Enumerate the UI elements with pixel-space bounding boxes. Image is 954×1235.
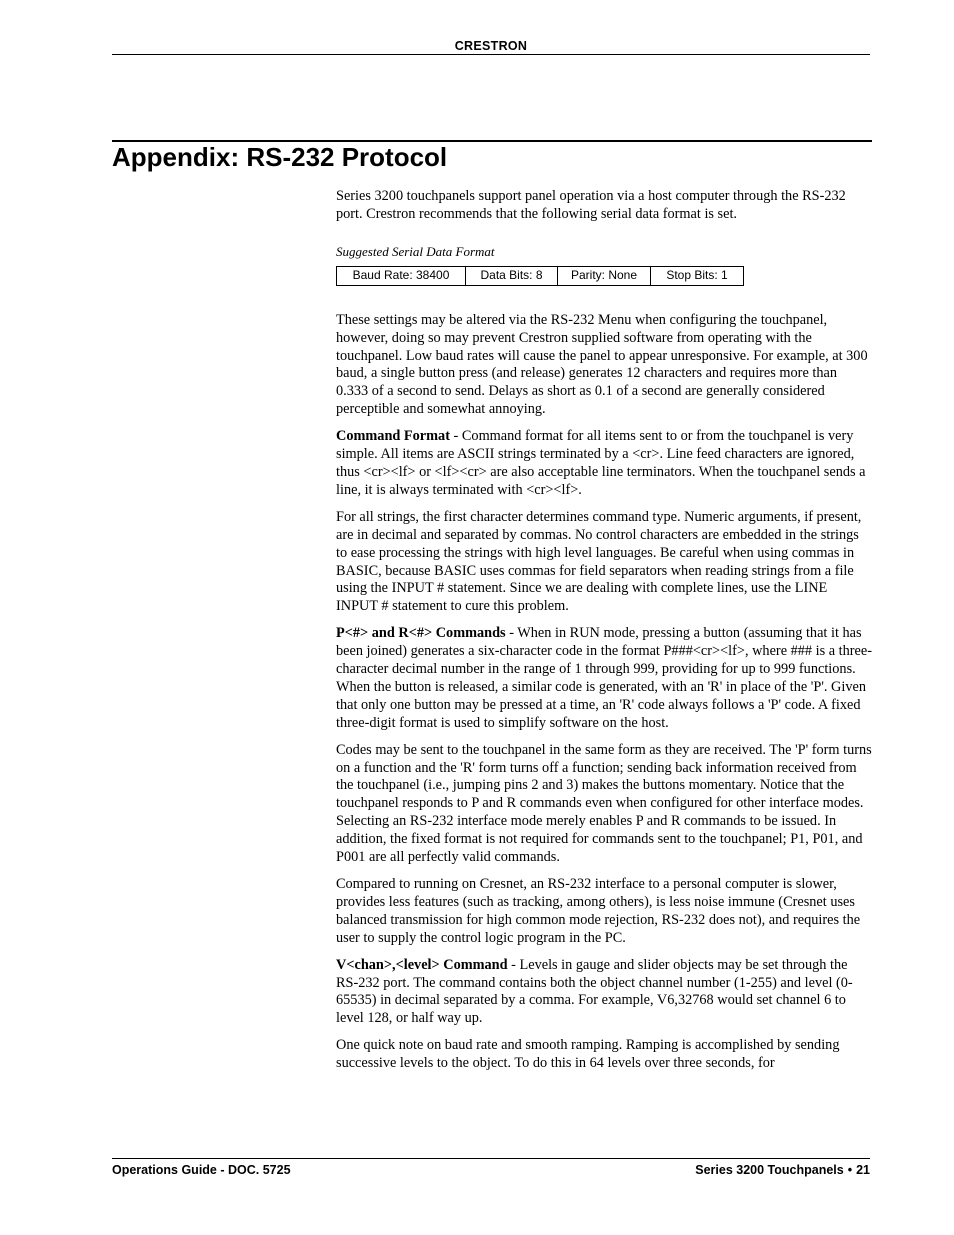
p-r-commands-heading: P<#> and R<#> Commands — [336, 625, 506, 642]
footer-page-info — [695, 1163, 870, 1177]
page-number: 21 — [856, 1163, 870, 1177]
table-cell-data-bits: Data Bits: 8 — [466, 266, 558, 285]
v-command-text: - Levels in gauge and slider objects may be set through the RS-232 port. The command contains both the object channel number (1-255) and level (0-65535) in decimal separated by a comma. For example, V6,32768 would set channel 6 to level 128, or half way up. — [336, 956, 853, 1027]
paragraph-strings: For all strings, the first character determines command type. Numeric arguments, if present, are in decimal and separated by commas. No control characters are embedded in the strings to ease processing the strings with high level languages. Be careful when using commas in BASIC, because BASIC uses commas for field separators when reading strings from a file using the INPUT # statement. Since we are dealing with complete lines, use the LINE INPUT # statement to cure this problem. — [336, 508, 862, 615]
v-command-heading: V<chan>,<level> Command — [336, 956, 508, 973]
paragraph-p-r-commands — [336, 625, 872, 732]
command-format-heading: Command Format — [336, 428, 450, 445]
table-cell-baud-rate: Baud Rate: 38400 — [337, 266, 466, 285]
header-brand: CRESTRON — [454, 39, 528, 53]
header-rule — [112, 54, 870, 55]
intro-paragraph: Series 3200 touchpanels support panel operation via a host computer through the RS-232 port. Crestron recommends that the following serial data format is set. — [336, 188, 846, 222]
footer-doc-title: Operations Guide - DOC. 5725 — [112, 1163, 291, 1177]
footer-rule — [112, 1158, 870, 1159]
body-column — [336, 188, 872, 1082]
paragraph-cresnet-comparison: Compared to running on Cresnet, an RS-232 interface to a personal computer is slower, provides less features (such as tracking, among others), is less noise immune (Cresnet uses balanced transmission for high common mode rejection, RS-232 does not), and requires the user to supply the control logic program in the PC. — [336, 876, 861, 946]
page-title: Appendix: RS-232 Protocol — [112, 142, 448, 172]
p-r-commands-text: - When in RUN mode, pressing a button (assuming that it has been joined) generates a six-character code in the format P###<cr><lf>, where ### is a three-character decimal number in the range of 1 through 999, providing for up to 999 functions. When the button is released, a similar code is generated, with an 'R' in place of the 'P'. Given that only one button may be pressed at a time, an 'R' code always follows a 'P' code. A fixed three-digit format is used to simplify software on the host. — [336, 625, 872, 731]
command-format-text: - Command format for all items sent to or from the touchpanel is very simple. All items are ASCII strings terminated by a <cr>. Line feed characters are ignored, thus <cr><lf> or <lf><cr> are also acceptable line terminators. When the touchpanel sends a line, it is always terminated with <cr><lf>. — [336, 428, 866, 498]
bullet-icon: • — [847, 1163, 853, 1177]
table-cell-parity: Parity: None — [558, 266, 651, 285]
table-caption: Suggested Serial Data Format — [336, 243, 495, 259]
table-row — [337, 266, 744, 285]
paragraph-codes: Codes may be sent to the touchpanel in the same form as they are received. The 'P' form turns on a function and the 'R' form turns off a function; sending back information received from the touchpanel (i.e., jumping pins 2 and 3) makes the buttons momentary. Notice that the touchpanel responds to P and R commands even when configured for other interface modes. Selecting an RS-232 interface mode merely enables P and R commands to be issued. In addition, the fixed format is not required for commands sent to the touchpanel; P1, P01, and P001 are all perfectly valid commands. — [336, 741, 872, 866]
paragraph-command-format — [336, 428, 872, 500]
paragraph-v-command — [336, 957, 872, 1029]
serial-format-table — [336, 266, 744, 286]
paragraph-baud-settings: These settings may be altered via the RS-232 Menu when configuring the touchpanel, however, doing so may prevent Crestron supplied software from operating with the touchpanel. Low baud rates will cause the panel to appear unresponsive. For example, at 300 baud, a single button press (and release) generates 12 characters and requires more than 0.333 of a second to send. Delays as short as 0.1 of a second are generally considered perceptible and somewhat annoying. — [336, 311, 868, 418]
footer-series-name: Series 3200 Touchpanels — [695, 1163, 844, 1177]
paragraph-ramping: One quick note on baud rate and smooth ramping. Ramping is accomplished by sending successive levels to the object. To do this in 64 levels over three seconds, for — [336, 1037, 840, 1072]
table-cell-stop-bits: Stop Bits: 1 — [651, 266, 744, 285]
